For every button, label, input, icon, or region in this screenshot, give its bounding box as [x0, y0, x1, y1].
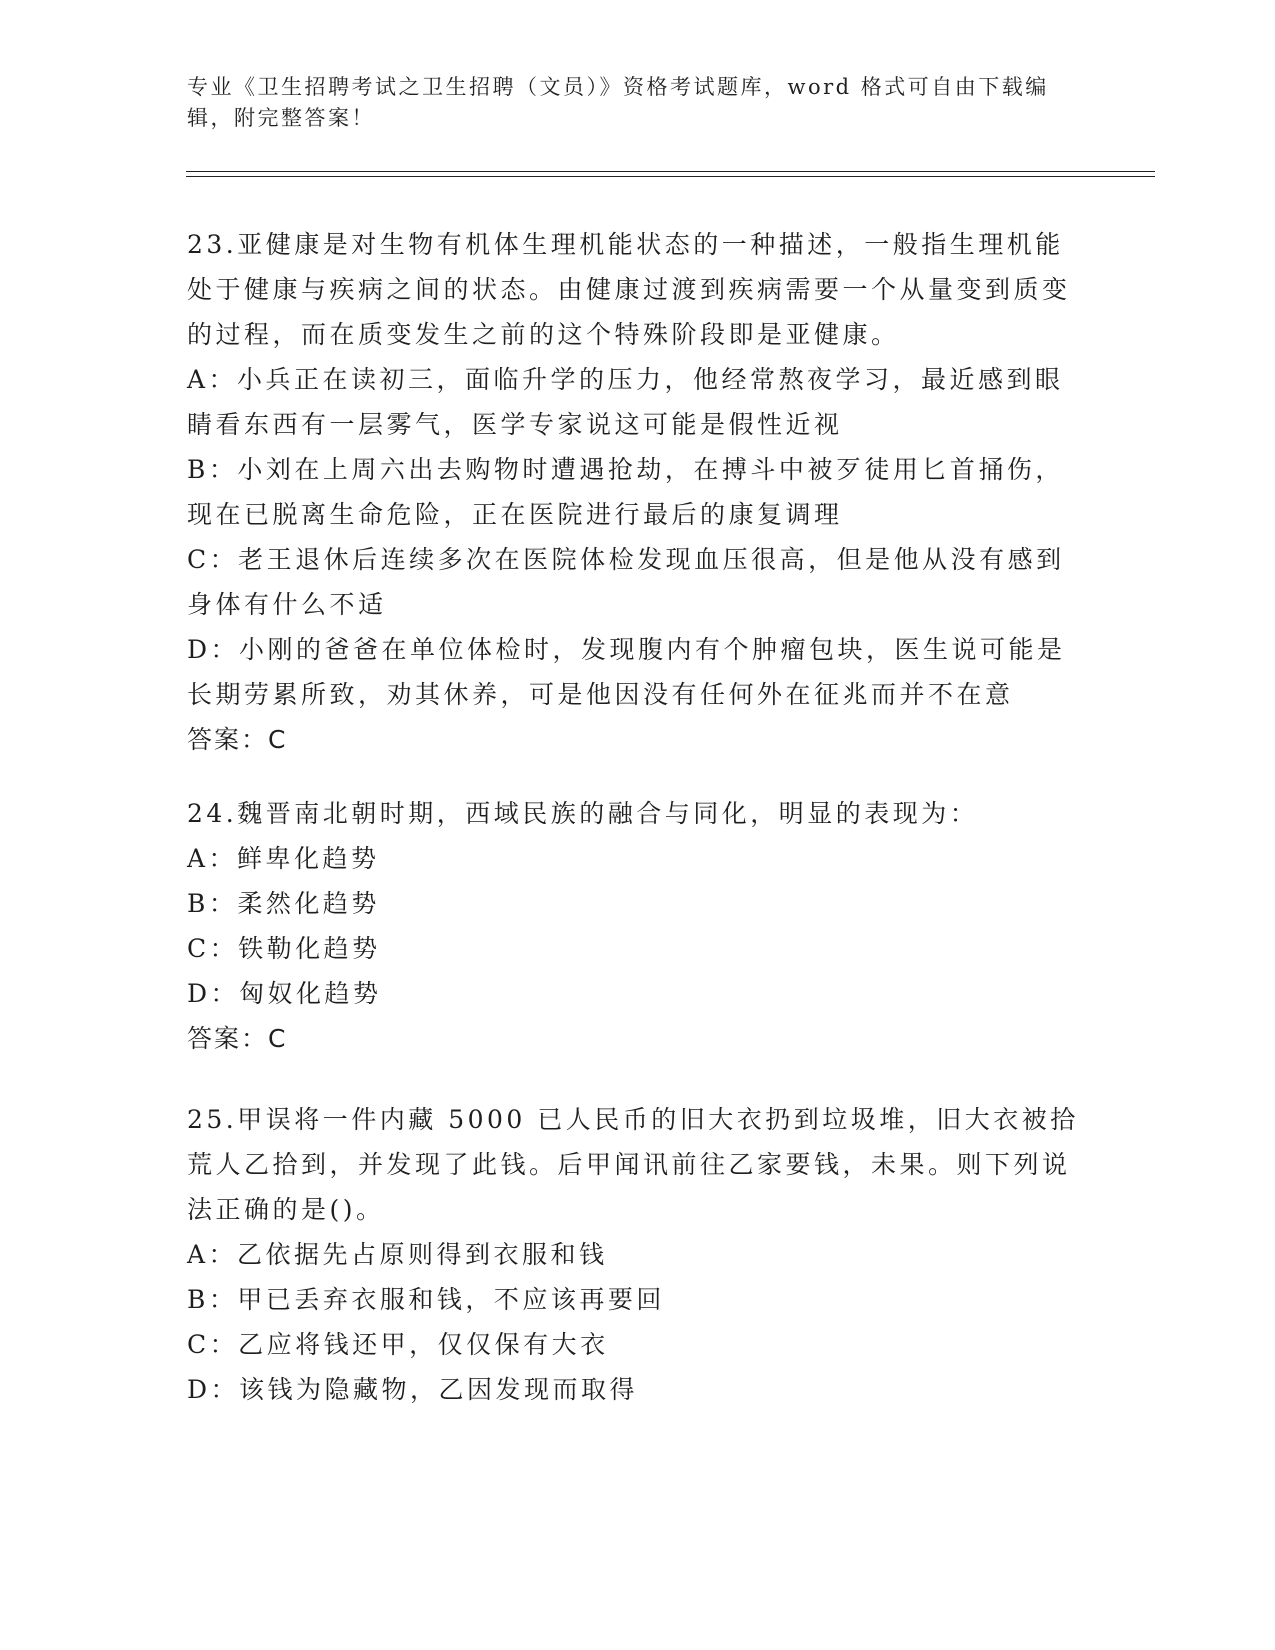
option-d: D：匈奴化趋势	[187, 979, 382, 1008]
option-c: C：老王退休后连续多次在医院体检发现血压很高，但是他从没有感到身体有什么不适	[187, 545, 1065, 619]
question-23	[187, 222, 1087, 762]
question-24	[187, 791, 1087, 1061]
option-a: A：小兵正在读初三，面临升学的压力，他经常熬夜学习，最近感到眼睛看东西有一层雾气，医学专家说这可能是假性近视	[187, 365, 1064, 439]
question-stem: 24.魏晋南北朝时期，西域民族的融合与同化，明显的表现为：	[187, 799, 979, 828]
option-c: C：乙应将钱还甲，仅仅保有大衣	[187, 1330, 609, 1359]
option-c: C：铁勒化趋势	[187, 934, 381, 963]
option-a: A：鲜卑化趋势	[187, 844, 380, 873]
header-divider-top	[186, 171, 1155, 172]
option-b: B：甲已丢弃衣服和钱，不应该再要回	[187, 1285, 665, 1314]
option-b: B：柔然化趋势	[187, 889, 380, 918]
header-intro: 专业《卫生招聘考试之卫生招聘（文员）》资格考试题库，word 格式可自由下载编辑，附完整答案！	[187, 75, 1049, 130]
question-stem: 23.亚健康是对生物有机体生理机能状态的一种描述，一般指生理机能处于健康与疾病之间的状态。由健康过渡到疾病需要一个从量变到质变的过程，而在质变发生之前的这个特殊阶段即是亚健康。	[187, 230, 1071, 349]
header-divider-bottom	[186, 176, 1155, 177]
option-a: A：乙依据先占原则得到衣服和钱	[187, 1240, 608, 1269]
answer-label: 答案：C	[187, 725, 288, 754]
question-stem: 25.甲误将一件内藏 5000 已人民币的旧大衣扔到垃圾堆，旧大衣被拾荒人乙拾到，并发现了此钱。后甲闻讯前往乙家要钱，未果。则下列说法正确的是()。	[187, 1105, 1079, 1224]
option-d: D：小刚的爸爸在单位体检时，发现腹内有个肿瘤包块，医生说可能是长期劳累所致，劝其休养，可是他因没有任何外在征兆而并不在意	[187, 635, 1066, 709]
answer-label: 答案：C	[187, 1024, 288, 1053]
option-d: D：该钱为隐藏物，乙因发现而取得	[187, 1375, 639, 1404]
document-header	[187, 72, 1067, 134]
question-25	[187, 1097, 1087, 1412]
option-b: B：小刘在上周六出去购物时遭遇抢劫，在搏斗中被歹徒用匕首捅伤，现在已脱离生命危险，正在医院进行最后的康复调理	[187, 455, 1064, 529]
